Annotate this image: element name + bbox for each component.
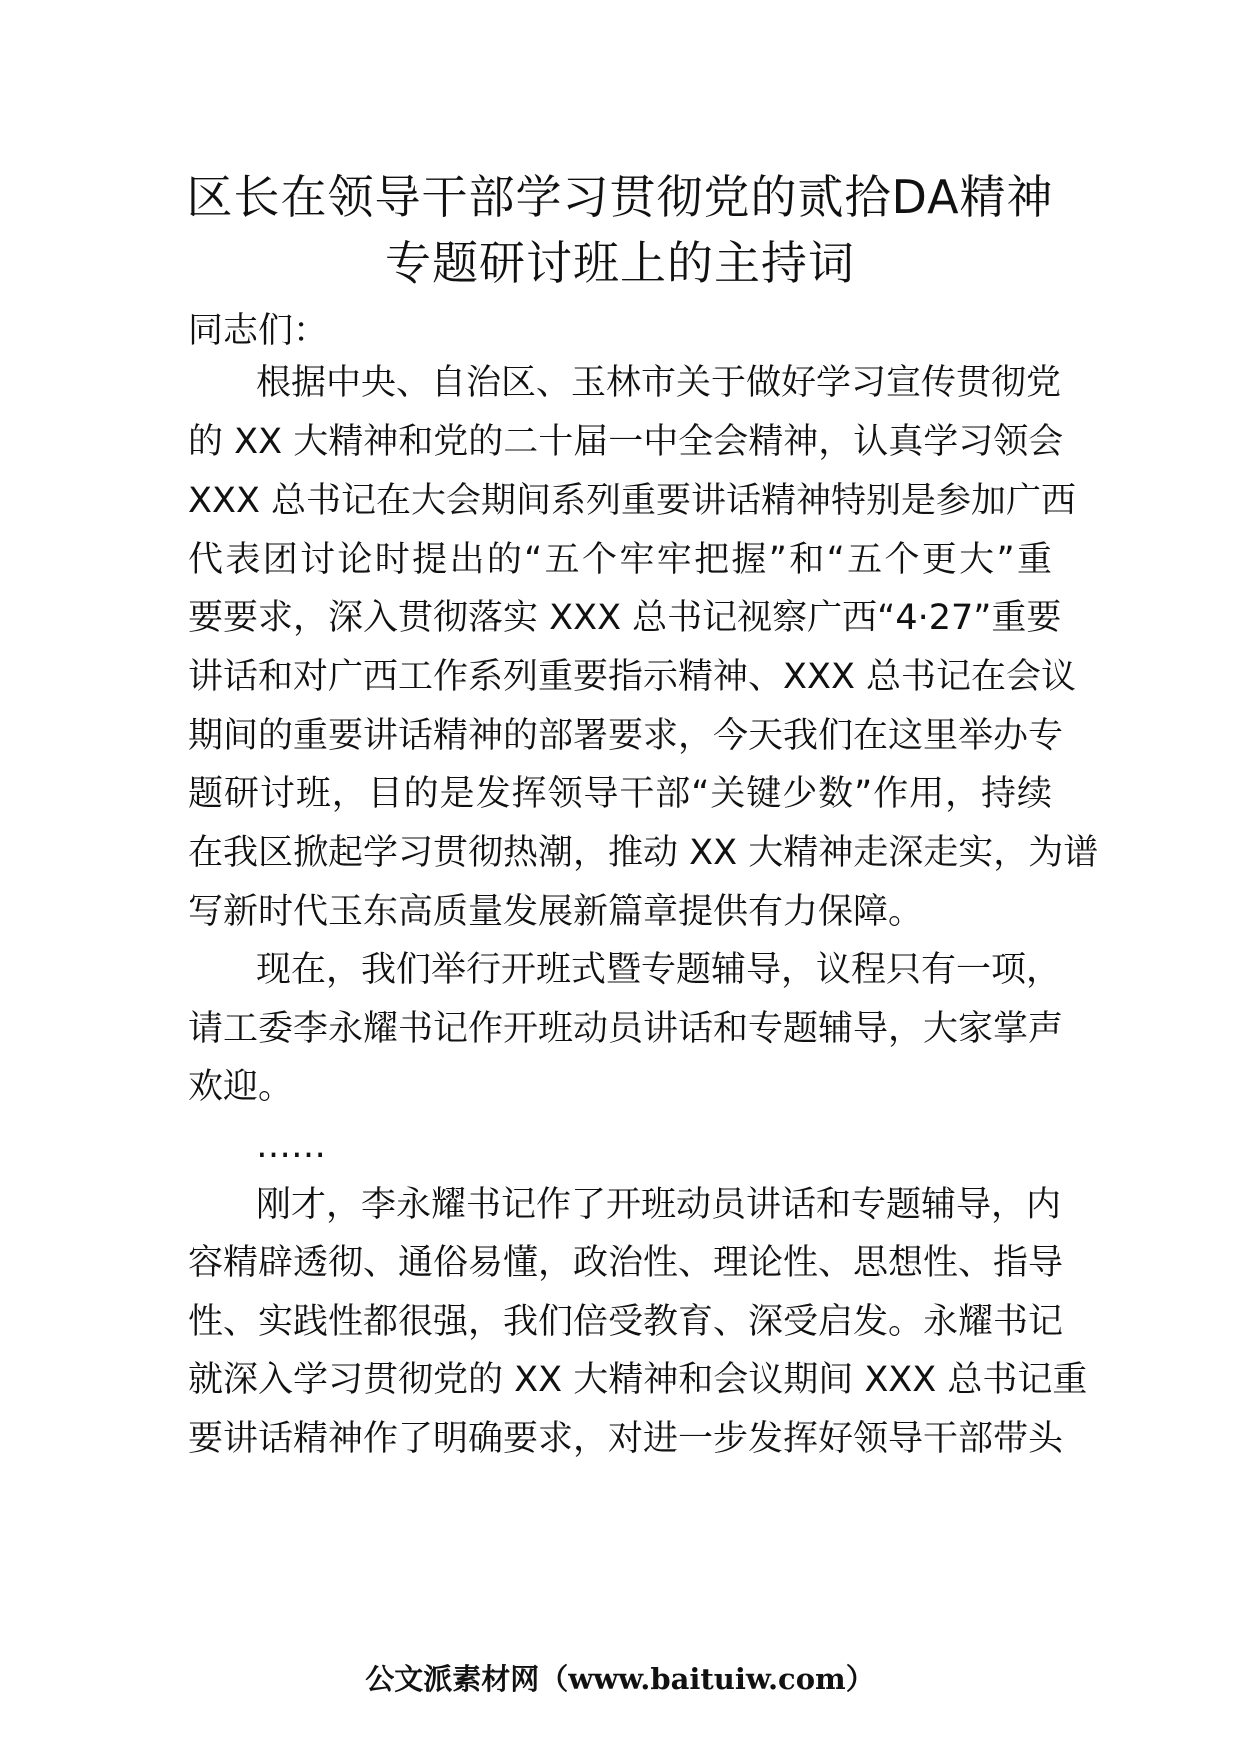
body-line: 容精辟透彻、通俗易懂，政治性、理论性、思想性、指导 <box>188 1243 1064 1283</box>
body-line: 代表团讨论时提出的“五个牢牢把握”和“五个更大”重 <box>188 540 1052 580</box>
body-line: 写新时代玉东高质量发展新篇章提供有力保障。 <box>188 892 924 932</box>
body-line: 请工委李永耀书记作开班动员讲话和专题辅导，大家掌声 <box>188 1009 1064 1049</box>
body-line: XXX 总书记在大会期间系列重要讲话精神特别是参加广西 <box>188 481 1077 521</box>
body-line: 期间的重要讲话精神的部署要求，今天我们在这里举办专 <box>188 716 1064 756</box>
ellipsis-line: …… <box>256 1126 326 1166</box>
body-line: 现在，我们举行开班式暨专题辅导，议程只有一项， <box>256 950 1062 990</box>
document-title-line-1: 区长在领导干部学习贯彻党的贰拾DA精神 <box>186 170 1054 224</box>
document-title-line-2: 专题研讨班上的主持词 <box>385 236 855 290</box>
body-line: 讲话和对广西工作系列重要指示精神、XXX 总书记在会议 <box>188 657 1077 697</box>
body-line: 性、实践性都很强，我们倍受教育、深受启发。永耀书记 <box>188 1302 1064 1342</box>
body-line: 在我区掀起学习贯彻热潮，推动 XX 大精神走深走实，为谱 <box>188 833 1099 873</box>
body-line: 根据中央、自治区、玉林市关于做好学习宣传贯彻党 <box>256 363 1062 403</box>
footer-source: 公文派素材网（www.baituiw.com） <box>365 1662 875 1696</box>
salutation: 同志们： <box>188 311 329 351</box>
body-line: 要讲话精神作了明确要求，对进一步发挥好领导干部带头 <box>188 1419 1064 1459</box>
body-line: 的 XX 大精神和党的二十届一中全会精神，认真学习领会 <box>188 422 1064 462</box>
body-line: 刚才，李永耀书记作了开班动员讲话和专题辅导，内 <box>256 1185 1062 1225</box>
body-line: 题研讨班，目的是发挥领导干部“关键少数”作用，持续 <box>188 774 1052 814</box>
body-line: 要要求，深入贯彻落实 XXX 总书记视察广西“4·27”重要 <box>188 598 1062 638</box>
body-line: 欢迎。 <box>188 1067 294 1107</box>
body-line: 就深入学习贯彻党的 XX 大精神和会议期间 XXX 总书记重 <box>188 1360 1088 1400</box>
